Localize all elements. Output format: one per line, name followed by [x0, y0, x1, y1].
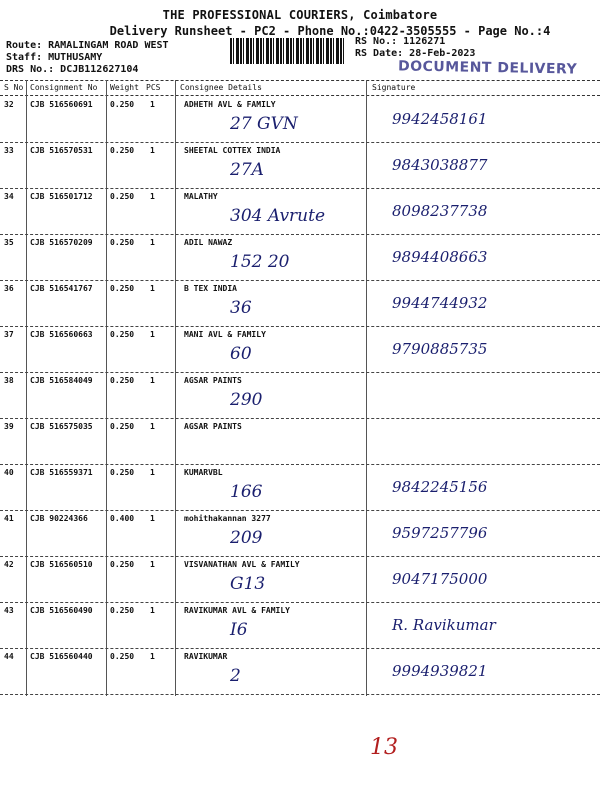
cell-sno: 40 [4, 468, 14, 477]
table-row [0, 556, 600, 603]
cell-sno: 43 [4, 606, 14, 615]
handwritten-signature: 9944744932 [392, 294, 488, 312]
cell-consignment: CJB 516575035 [30, 422, 93, 431]
cell-consignment: CJB 516570209 [30, 238, 93, 247]
cell-pcs: 1 [150, 146, 155, 155]
handwritten-signature: 9894408663 [392, 248, 488, 266]
cell-consignment: CJB 516560510 [30, 560, 93, 569]
runsheet-subtitle: Delivery Runsheet - PC2 - Phone No.:0422-3505555 - Page No.:4 [109, 24, 551, 38]
cell-consignment: CJB 516560691 [30, 100, 93, 109]
column-header-row [0, 80, 600, 96]
handwritten-door-number: 2 [230, 666, 241, 686]
handwritten-door-number: 36 [230, 298, 252, 318]
cell-pcs: 1 [150, 606, 155, 615]
cell-consignment: CJB 516501712 [30, 192, 93, 201]
col-pcs: PCS [146, 83, 161, 92]
cell-sno: 41 [4, 514, 14, 523]
cell-consignee: SHEETAL COTTEX INDIA [184, 146, 281, 155]
col-consignment: Consignment No [30, 83, 98, 92]
handwritten-door-number: 60 [230, 344, 252, 364]
handwritten-door-number: 27 GVN [230, 114, 298, 134]
cell-sno: 34 [4, 192, 14, 201]
cell-sno: 32 [4, 100, 14, 109]
cell-pcs: 1 [150, 468, 155, 477]
cell-pcs: 1 [150, 238, 155, 247]
document-delivery-stamp: DOCUMENT DELIVERY [397, 58, 578, 78]
cell-sno: 35 [4, 238, 14, 247]
cell-consignee: B TEX INDIA [184, 284, 237, 293]
cell-pcs: 1 [150, 652, 155, 661]
table-row [0, 96, 600, 143]
handwritten-signature: R. Ravikumar [392, 616, 496, 634]
handwritten-door-number: I6 [230, 620, 248, 640]
cell-consignment: CJB 516541767 [30, 284, 93, 293]
col-weight: Weight [110, 83, 139, 92]
table-row [0, 142, 600, 189]
cell-consignee: ADHETH AVL & FAMILY [184, 100, 276, 109]
cell-consignment: CJB 516560440 [30, 652, 93, 661]
cell-weight: 0.250 [110, 606, 135, 615]
handwritten-door-number: 27A [230, 160, 264, 180]
handwritten-door-number: 209 [230, 528, 263, 548]
cell-consignee: RAVIKUMAR AVL & FAMILY [184, 606, 290, 615]
handwritten-door-number: G13 [230, 574, 266, 594]
cell-weight: 0.250 [110, 560, 135, 569]
handwritten-signature: 9942458161 [392, 110, 488, 128]
cell-sno: 38 [4, 376, 14, 385]
cell-sno: 39 [4, 422, 14, 431]
handwritten-signature: 8098237738 [392, 202, 488, 220]
handwritten-total: 13 [370, 735, 398, 760]
cell-weight: 0.250 [110, 330, 135, 339]
cell-consignee: AGSAR PAINTS [184, 376, 242, 385]
cell-consignee: KUMARVBL [184, 468, 223, 477]
cell-consignee: mohithakannan 3277 [184, 514, 271, 523]
cell-pcs: 1 [150, 376, 155, 385]
handwritten-signature: 9842245156 [392, 478, 488, 496]
cell-weight: 0.250 [110, 376, 135, 385]
cell-weight: 0.250 [110, 100, 135, 109]
cell-consignee: MALATHY [184, 192, 218, 201]
cell-sno: 33 [4, 146, 14, 155]
cell-pcs: 1 [150, 284, 155, 293]
handwritten-door-number: 290 [230, 390, 263, 410]
col-sno: S No [4, 83, 24, 92]
cell-consignment: CJB 516570531 [30, 146, 93, 155]
cell-pcs: 1 [150, 514, 155, 523]
staff-label: Staff: MUTHUSAMY [6, 52, 103, 63]
cell-sno: 36 [4, 284, 14, 293]
rs-date: RS Date: 28-Feb-2023 [355, 48, 476, 59]
cell-consignment: CJB 516584049 [30, 376, 93, 385]
handwritten-door-number: 152 20 [230, 252, 290, 272]
cell-consignee: RAVIKUMAR [184, 652, 228, 661]
cell-sno: 44 [4, 652, 14, 661]
cell-consignee: AGSAR PAINTS [184, 422, 242, 431]
table-row [0, 372, 600, 419]
cell-consignment: CJB 516559371 [30, 468, 93, 477]
cell-pcs: 1 [150, 422, 155, 431]
route-label: Route: RAMALINGAM ROAD WEST [6, 40, 169, 51]
cell-weight: 0.250 [110, 422, 135, 431]
cell-weight: 0.250 [110, 468, 135, 477]
cell-consignee: MANI AVL & FAMILY [184, 330, 266, 339]
handwritten-signature: 9047175000 [392, 570, 488, 588]
table-row [0, 188, 600, 235]
cell-weight: 0.250 [110, 284, 135, 293]
cell-weight: 0.250 [110, 652, 135, 661]
company-title: THE PROFESSIONAL COURIERS, Coimbatore [162, 8, 438, 22]
cell-weight: 0.250 [110, 192, 135, 201]
table-row [0, 280, 600, 327]
drs-label: DRS No.: DCJB112627104 [6, 64, 139, 75]
cell-weight: 0.250 [110, 146, 135, 155]
table-row [0, 602, 600, 649]
cell-consignee: VISVANATHAN AVL & FAMILY [184, 560, 300, 569]
handwritten-signature: 9790885735 [392, 340, 488, 358]
col-consignee: Consignee Details [180, 83, 262, 92]
handwritten-signature: 9843038877 [392, 156, 488, 174]
cell-pcs: 1 [150, 330, 155, 339]
table-row [0, 326, 600, 373]
rs-number: RS No.: 1126271 [355, 36, 446, 47]
cell-pcs: 1 [150, 100, 155, 109]
handwritten-door-number: 304 Avrute [230, 206, 326, 226]
cell-sno: 37 [4, 330, 14, 339]
cell-consignment: CJB 516560490 [30, 606, 93, 615]
cell-pcs: 1 [150, 560, 155, 569]
handwritten-signature: 9597257796 [392, 524, 488, 542]
cell-pcs: 1 [150, 192, 155, 201]
table-row [0, 510, 600, 557]
cell-consignment: CJB 516560663 [30, 330, 93, 339]
table-row [0, 648, 600, 695]
cell-consignment: CJB 90224366 [30, 514, 88, 523]
runsheet-header [0, 0, 600, 90]
table-row [0, 418, 600, 465]
handwritten-signature: 9994939821 [392, 662, 488, 680]
col-signature: Signature [372, 83, 416, 92]
handwritten-door-number: 166 [230, 482, 263, 502]
cell-sno: 42 [4, 560, 14, 569]
barcode-image [230, 38, 345, 64]
cell-weight: 0.400 [110, 514, 135, 523]
cell-weight: 0.250 [110, 238, 135, 247]
cell-consignee: ADIL NAWAZ [184, 238, 233, 247]
table-row [0, 464, 600, 511]
table-row [0, 234, 600, 281]
